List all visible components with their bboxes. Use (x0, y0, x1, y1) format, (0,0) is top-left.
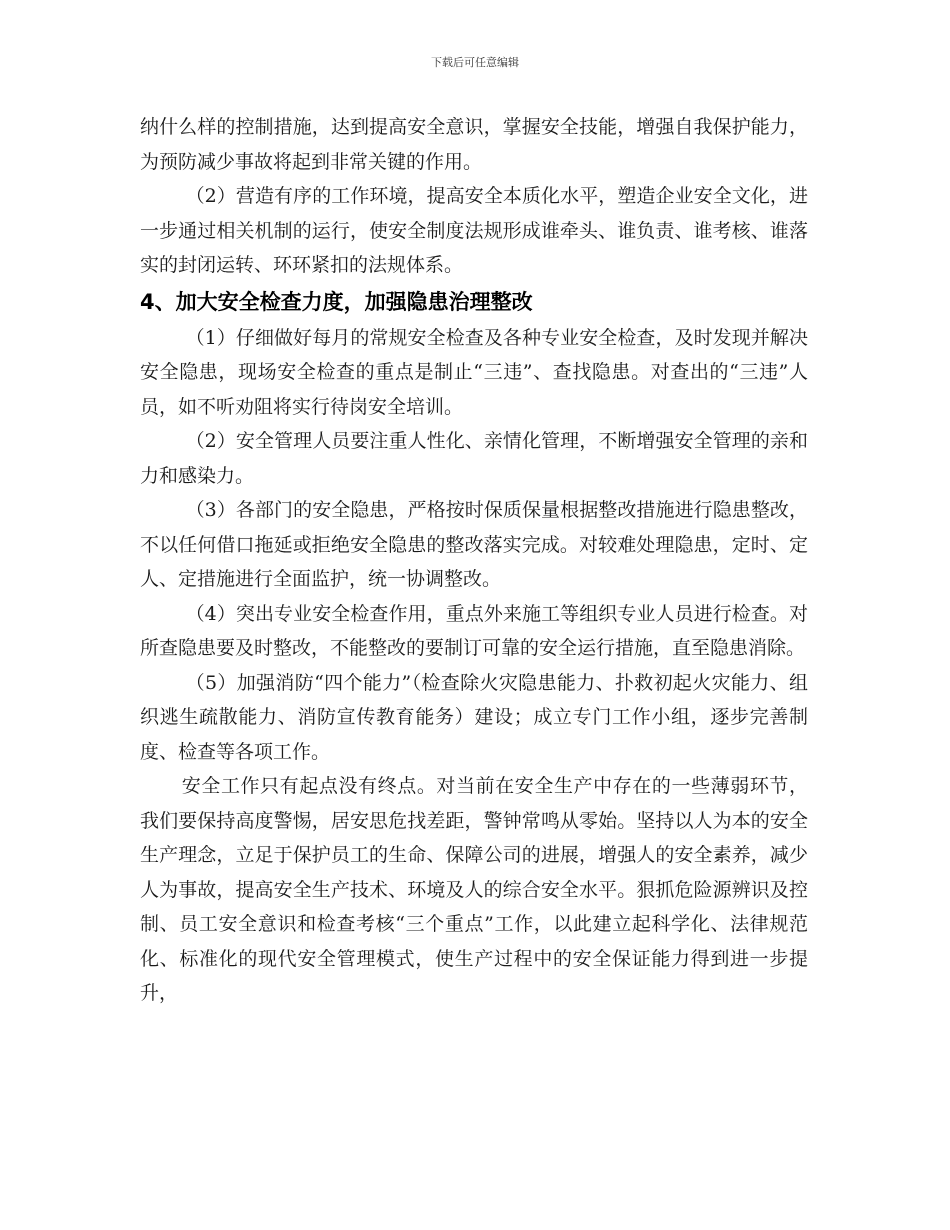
paragraph-check-5: （5）加强消防“四个能力”（检查除火灾隐患能力、扑救初起火灾能力、组织逃生疏散能力、消防宣传教育能务）建设；成立专门工作小组，逐步完善制度、检查等各项工作。 (140, 671, 808, 763)
paragraph-item-2: （2）营造有序的工作环境，提高安全本质化水平，塑造企业安全文化，进一步通过相关机制的运行，使安全制度法规形成谁牵头、谁负责、谁考核、谁落实的封闭运转、环环紧扣的法规体系。 (140, 185, 808, 276)
page-header-note: 下载后可任意编辑 (431, 56, 519, 69)
section-heading-4: 4、加大安全检查力度，加强隐患治理整改 (140, 289, 533, 314)
paragraph-check-2: （2）安全管理人员要注重人性化、亲情化管理，不断增强安全管理的亲和力和感染力。 (140, 430, 808, 487)
paragraph-check-4: （4）突出专业安全检查作用，重点外来施工等组织专业人员进行检查。对所查隐患要及时整改，不能整改的要制订可靠的安全运行措施，直至隐患消除。 (140, 602, 808, 659)
document-body (140, 110, 808, 1011)
paragraph-summary: 安全工作只有起点没有终点。对当前在安全生产中存在的一些薄弱环节，我们要保持高度警惕，居安思危找差距，警钟常鸣从零始。坚持以人为本的安全生产理念，立足于保护员工的生命、保障公司的进展，增强人的安全素养，减少人为事故，提高安全生产技术、环境及人的综合安全水平。狠抓危险源辨识及控制、员工安全意识和检查考核“三个重点”工作，以此建立起科学化、法律规范化、标准化的现代安全管理模式，使生产过程中的安全保证能力得到进一步提升， (140, 775, 808, 1004)
paragraph-check-3: （3）各部门的安全隐患，严格按时保质保量根据整改措施进行隐患整改，不以任何借口拖延或拒绝安全隐患的整改落实完成。对较难处理隐患，定时、定人、定措施进行全面监护，统一协调整改。 (140, 499, 808, 590)
paragraph-continuation: 纳什么样的控制措施，达到提高安全意识，掌握安全技能，增强自我保护能力，为预防减少事故将起到非常关键的作用。 (140, 116, 808, 173)
paragraph-check-1: （1）仔细做好每月的常规安全检查及各种专业安全检查，及时发现并解决安全隐患，现场安全检查的重点是制止“三违”、查找隐患。对查出的“三违”人员，如不听劝阻将实行待岗安全培训。 (140, 326, 808, 418)
